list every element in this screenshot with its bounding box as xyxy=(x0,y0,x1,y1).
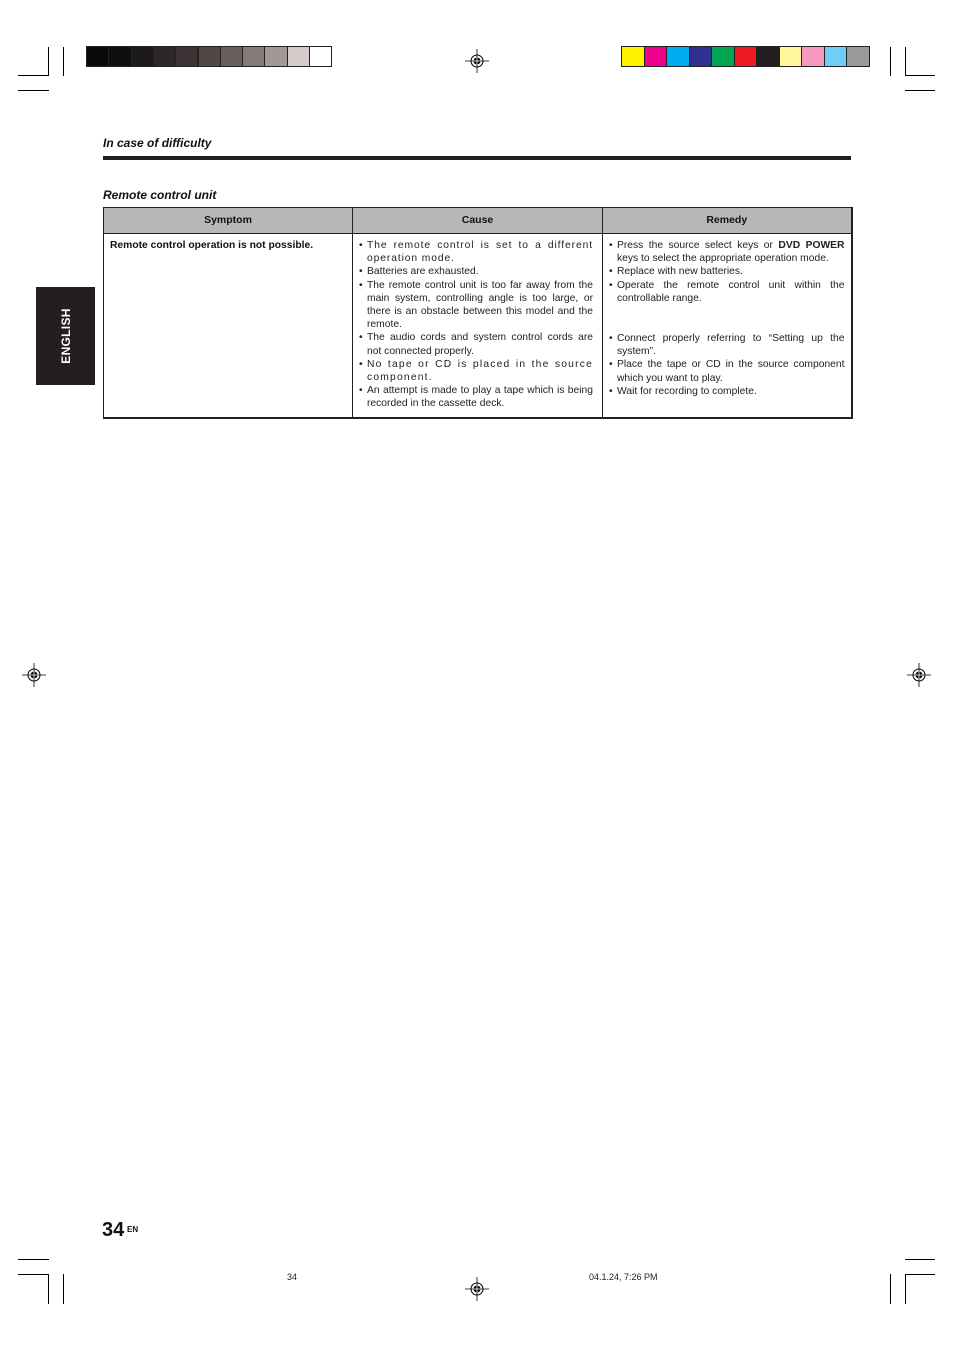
registration-mark-left-icon xyxy=(22,663,46,687)
remedy-item xyxy=(609,239,845,265)
cause-list xyxy=(359,239,593,411)
color-swatch xyxy=(220,46,243,67)
remedy-item: • Place the tape or CD in the source component which you want to play. xyxy=(609,358,845,384)
color-swatch xyxy=(309,46,332,67)
table-header-row xyxy=(104,208,852,234)
color-swatch xyxy=(131,46,154,67)
remedy-key-name: DVD POWER xyxy=(778,240,845,251)
registration-mark-bottom-icon xyxy=(465,1277,489,1301)
cause-item: • The remote control unit is too far away from the main system, controlling angle is too large, or there is an obstacle between this model and the remote. xyxy=(359,279,593,332)
header-symptom: Symptom xyxy=(104,208,353,234)
cause-cell xyxy=(353,234,603,418)
remedy-item: • Connect properly referring to “Setting up the system”. xyxy=(609,332,845,358)
registration-mark-right-icon xyxy=(907,663,931,687)
color-swatch xyxy=(242,46,265,67)
cause-item: • An attempt is made to play a tape which is being recorded in the cassette deck. xyxy=(359,384,593,410)
language-label: ENGLISH xyxy=(58,308,73,364)
color-swatch xyxy=(801,46,825,67)
color-swatch xyxy=(175,46,198,67)
color-swatch xyxy=(198,46,221,67)
remedy-item: • Replace with new batteries. xyxy=(609,265,845,278)
table-row xyxy=(104,234,852,418)
color-swatch xyxy=(846,46,870,67)
header-cause: Cause xyxy=(353,208,603,234)
remedy-item: • Wait for recording to complete. xyxy=(609,385,845,398)
symptom-text: Remote control operation is not possible. xyxy=(110,240,314,251)
color-swatch xyxy=(824,46,848,67)
color-swatch xyxy=(621,46,645,67)
subsection-title: Remote control unit xyxy=(103,188,217,202)
remedy-text: keys to select the appropriate operation mode. xyxy=(617,253,829,265)
color-swatch xyxy=(711,46,735,67)
remedy-cell xyxy=(603,234,852,418)
color-swatch xyxy=(108,46,131,67)
color-swatch xyxy=(666,46,690,67)
section-divider xyxy=(103,156,851,160)
cause-item: • No tape or CD is placed in the source component. xyxy=(359,358,593,384)
remedy-text: Press the source select keys or xyxy=(617,240,779,251)
troubleshooting-table xyxy=(103,207,853,419)
page-number: 34 xyxy=(102,1219,125,1241)
cause-item: • The remote control is set to a different operation mode. xyxy=(359,239,593,265)
color-swatch xyxy=(756,46,780,67)
color-swatch xyxy=(689,46,713,67)
color-swatch xyxy=(264,46,287,67)
cause-item: • Batteries are exhausted. xyxy=(359,265,593,278)
footer-page-ref: 34 xyxy=(287,1272,298,1282)
registration-mark-top-icon xyxy=(465,49,489,73)
section-title: In case of difficulty xyxy=(103,136,212,150)
symptom-cell xyxy=(104,234,353,418)
color-swatch xyxy=(153,46,176,67)
color-swatch xyxy=(779,46,803,67)
language-side-tab xyxy=(36,287,95,385)
cause-item: • The audio cords and system control cords are not connected properly. xyxy=(359,331,593,357)
color-swatch xyxy=(644,46,668,67)
remedy-list xyxy=(609,239,845,398)
color-swatch xyxy=(734,46,758,67)
header-remedy: Remedy xyxy=(603,208,852,234)
remedy-item: • Operate the remote control unit within the controllable range. xyxy=(609,279,845,305)
color-swatch xyxy=(287,46,310,67)
page-language-suffix: EN xyxy=(127,1225,139,1234)
color-swatch xyxy=(86,46,109,67)
footer-timestamp: 04.1.24, 7:26 PM xyxy=(589,1272,658,1282)
